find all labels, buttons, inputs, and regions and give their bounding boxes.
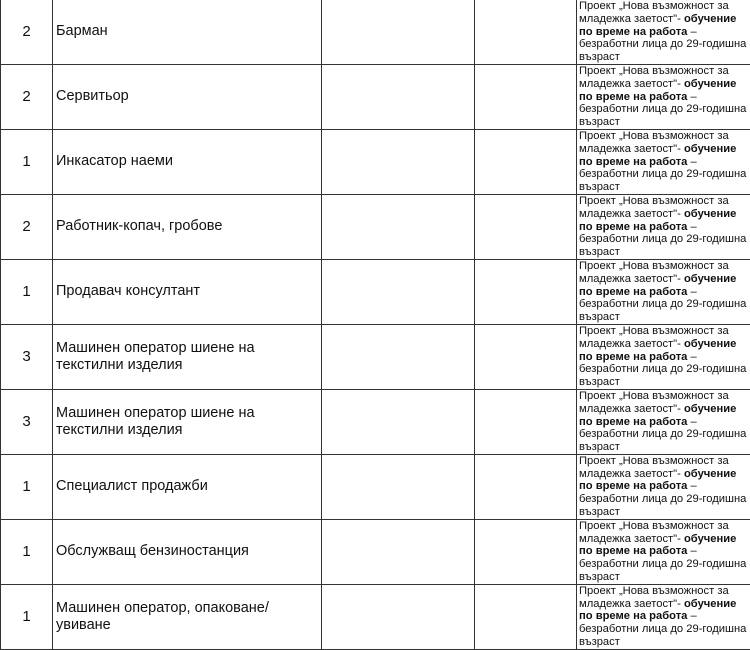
project-text: Проект „Нова възможност за младежка заетост"- — [579, 65, 729, 90]
empty-cell — [475, 519, 577, 584]
empty-cell — [322, 259, 475, 324]
position-cell: Сервитьор — [53, 64, 322, 129]
empty-cell — [475, 454, 577, 519]
position-cell: Обслужващ бензиностанция — [53, 519, 322, 584]
empty-cell — [322, 519, 475, 584]
project-text: – безработни лица до 29-годишна възраст — [579, 286, 746, 324]
project-cell — [577, 0, 750, 64]
position-cell: Работник-копач, гробове — [53, 194, 322, 259]
count-cell: 1 — [1, 454, 53, 519]
table-row — [1, 389, 750, 454]
empty-cell — [322, 324, 475, 389]
count-cell: 2 — [1, 0, 53, 64]
count-cell: 1 — [1, 129, 53, 194]
project-text: Проект „Нова възможност за младежка заетост"- — [579, 195, 729, 220]
project-text: – безработни лица до 29-годишна възраст — [579, 416, 746, 454]
position-cell: Машинен оператор шиене на текстилни изделия — [53, 389, 322, 454]
table-row — [1, 519, 750, 584]
project-text-bold: обучение по време на работа — [579, 598, 736, 623]
table-row — [1, 259, 750, 324]
table-row — [1, 0, 750, 64]
empty-cell — [322, 64, 475, 129]
table-row — [1, 64, 750, 129]
project-text: – безработни лица до 29-годишна възраст — [579, 156, 746, 194]
empty-cell — [475, 0, 577, 64]
count-cell: 2 — [1, 64, 53, 129]
project-cell — [577, 129, 750, 194]
empty-cell — [322, 389, 475, 454]
empty-cell — [475, 194, 577, 259]
project-text-bold: обучение по време на работа — [579, 78, 736, 103]
project-text: – безработни лица до 29-годишна възраст — [579, 26, 746, 64]
project-text: – безработни лица до 29-годишна възраст — [579, 221, 746, 259]
empty-cell — [475, 584, 577, 649]
position-cell: Машинен оператор шиене на текстилни изделия — [53, 324, 322, 389]
project-cell — [577, 324, 750, 389]
position-cell: Барман — [53, 0, 322, 64]
empty-cell — [475, 64, 577, 129]
table-row — [1, 584, 750, 649]
empty-cell — [322, 584, 475, 649]
table-row — [1, 129, 750, 194]
position-cell: Инкасатор наеми — [53, 129, 322, 194]
empty-cell — [322, 194, 475, 259]
count-cell: 2 — [1, 194, 53, 259]
project-text: – безработни лица до 29-годишна възраст — [579, 351, 746, 389]
project-text: – безработни лица до 29-годишна възраст — [579, 480, 746, 518]
empty-cell — [475, 389, 577, 454]
project-text-bold: обучение по време на работа — [579, 273, 736, 298]
project-text: – безработни лица до 29-годишна възраст — [579, 610, 746, 648]
empty-cell — [475, 259, 577, 324]
empty-cell — [322, 0, 475, 64]
position-cell: Специалист продажби — [53, 454, 322, 519]
project-text: – безработни лица до 29-годишна възраст — [579, 545, 746, 583]
empty-cell — [475, 324, 577, 389]
project-cell — [577, 64, 750, 129]
table-row — [1, 454, 750, 519]
empty-cell — [322, 454, 475, 519]
project-text: Проект „Нова възможност за младежка заетост"- — [579, 455, 729, 480]
count-cell: 1 — [1, 519, 53, 584]
count-cell: 3 — [1, 389, 53, 454]
count-cell: 1 — [1, 259, 53, 324]
table-row — [1, 324, 750, 389]
project-cell — [577, 584, 750, 649]
project-text: Проект „Нова възможност за младежка заетост"- — [579, 390, 729, 415]
project-text: Проект „Нова възможност за младежка заетост"- — [579, 260, 729, 285]
project-cell — [577, 259, 750, 324]
empty-cell — [322, 129, 475, 194]
project-cell — [577, 519, 750, 584]
project-text-bold: обучение по време на работа — [579, 13, 736, 38]
empty-cell — [475, 129, 577, 194]
project-cell — [577, 454, 750, 519]
position-cell: Машинен оператор, опаковане/увиване — [53, 584, 322, 649]
project-cell — [577, 194, 750, 259]
project-text: Проект „Нова възможност за младежка заетост"- — [579, 520, 729, 545]
project-text-bold: обучение по време на работа — [579, 468, 736, 493]
project-text: Проект „Нова възможност за младежка заетост"- — [579, 130, 729, 155]
project-text: Проект „Нова възможност за младежка заетост"- — [579, 585, 729, 610]
project-text-bold: обучение по време на работа — [579, 143, 736, 168]
project-text: Проект „Нова възможност за младежка заетост"- — [579, 325, 729, 350]
count-cell: 3 — [1, 324, 53, 389]
project-text-bold: обучение по време на работа — [579, 403, 736, 428]
project-cell — [577, 389, 750, 454]
project-text: Проект „Нова възможност за младежка заетост"- — [579, 0, 729, 25]
project-text: – безработни лица до 29-годишна възраст — [579, 91, 746, 129]
position-cell: Продавач консултант — [53, 259, 322, 324]
count-cell: 1 — [1, 584, 53, 649]
project-text-bold: обучение по време на работа — [579, 533, 736, 558]
project-text-bold: обучение по време на работа — [579, 338, 736, 363]
table-row — [1, 194, 750, 259]
project-text-bold: обучение по време на работа — [579, 208, 736, 233]
